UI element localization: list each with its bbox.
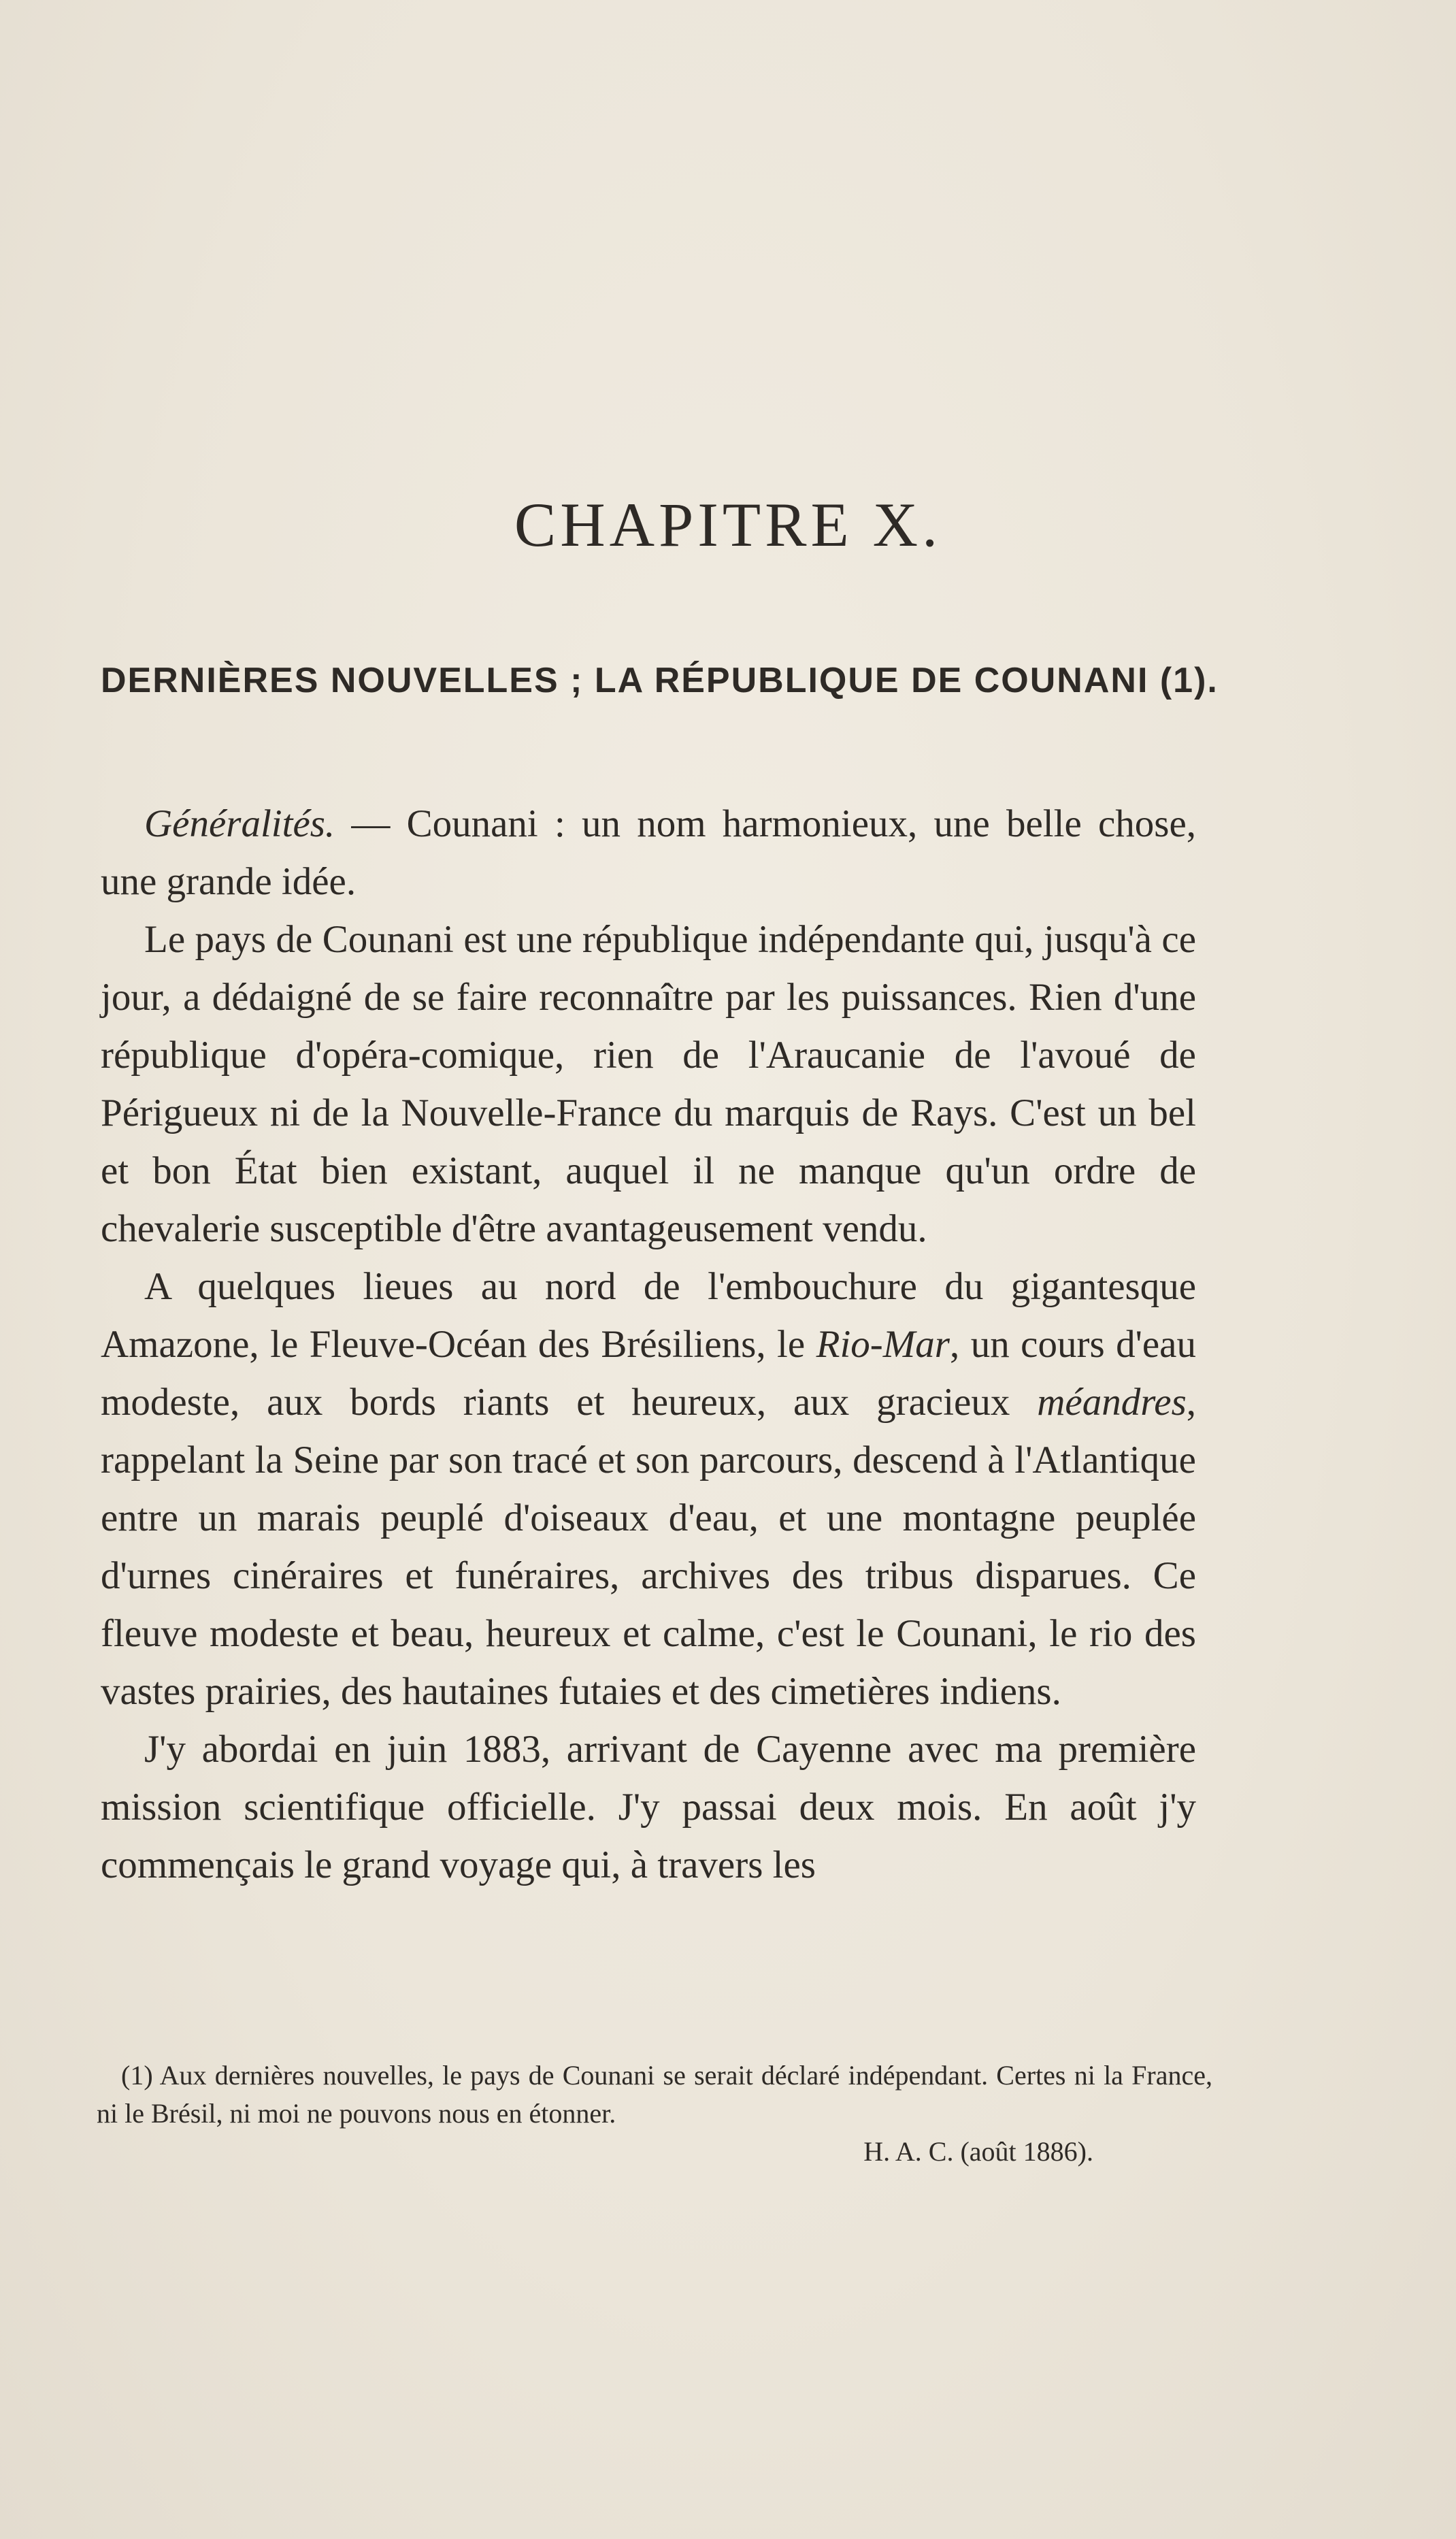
footnote-signature: H. A. C. (août 1886).: [863, 2136, 1093, 2167]
paragraph-1: [101, 795, 1196, 911]
paragraph-3-italic-rio-mar: Rio-Mar: [816, 1323, 950, 1366]
paragraph-3-italic-meandres: méandres: [1037, 1381, 1187, 1424]
paragraph-1-label: Généralités.: [144, 802, 335, 845]
section-title: DERNIÈRES NOUVELLES ; LA RÉPUBLIQUE DE COUNANI (1).: [101, 661, 1219, 700]
paragraph-4: J'y abordai en juin 1883, arrivant de Cayenne avec ma première mission scientifique officielle. J'y passai deux mois. En août j'y commençais le grand voyage qui, à travers les: [101, 1728, 1196, 1886]
body-text: [101, 795, 1196, 1894]
paragraph-1-text: — Counani : un nom harmonieux, une belle chose, une grande idée.: [101, 802, 1196, 903]
paragraph-2: Le pays de Counani est une république indépendante qui, jusqu'à ce jour, a dédaigné de se faire reconnaître par les puissances. Rien d'une république d'opéra-comique, rien de l'Araucanie de l'avoué de Périgueux ni de la Nouvelle-France du marquis de Rays. C'est un bel et bon État bien existant, auquel il ne manque qu'un ordre de chevalerie susceptible d'être avantageusement vendu.: [101, 918, 1196, 1250]
chapter-title: CHAPITRE X.: [514, 490, 942, 559]
paragraph-3: [101, 1258, 1196, 1720]
paragraph-3-part-3: , rappelant la Seine par son tracé et son parcours, descend à l'Atlantique entre un marais peuplé d'oiseaux d'eau, et une montagne peuplée d'urnes cinéraires et funéraires, archives des tribus disparues. Ce fleuve modeste et beau, heureux et calme, c'est le Counani, le rio des vastes prairies, des hautaines futaies et des cimetières indiens.: [101, 1381, 1196, 1713]
paragraph-3-part-2: , un cours d'eau modeste, aux bords riants et heureux, aux gracieux: [101, 1323, 1196, 1424]
footnote-text: (1) Aux dernières nouvelles, le pays de Counani se serait déclaré indépendant. Certes ni la France, ni le Brésil, ni moi ne pouvons nous en étonner.: [97, 2060, 1212, 2129]
footnote: [97, 2057, 1212, 2171]
paragraph-3-part-1: A quelques lieues au nord de l'embouchure du gigantesque Amazone, le Fleuve-Océan des Brésiliens, le: [101, 1265, 1196, 1366]
